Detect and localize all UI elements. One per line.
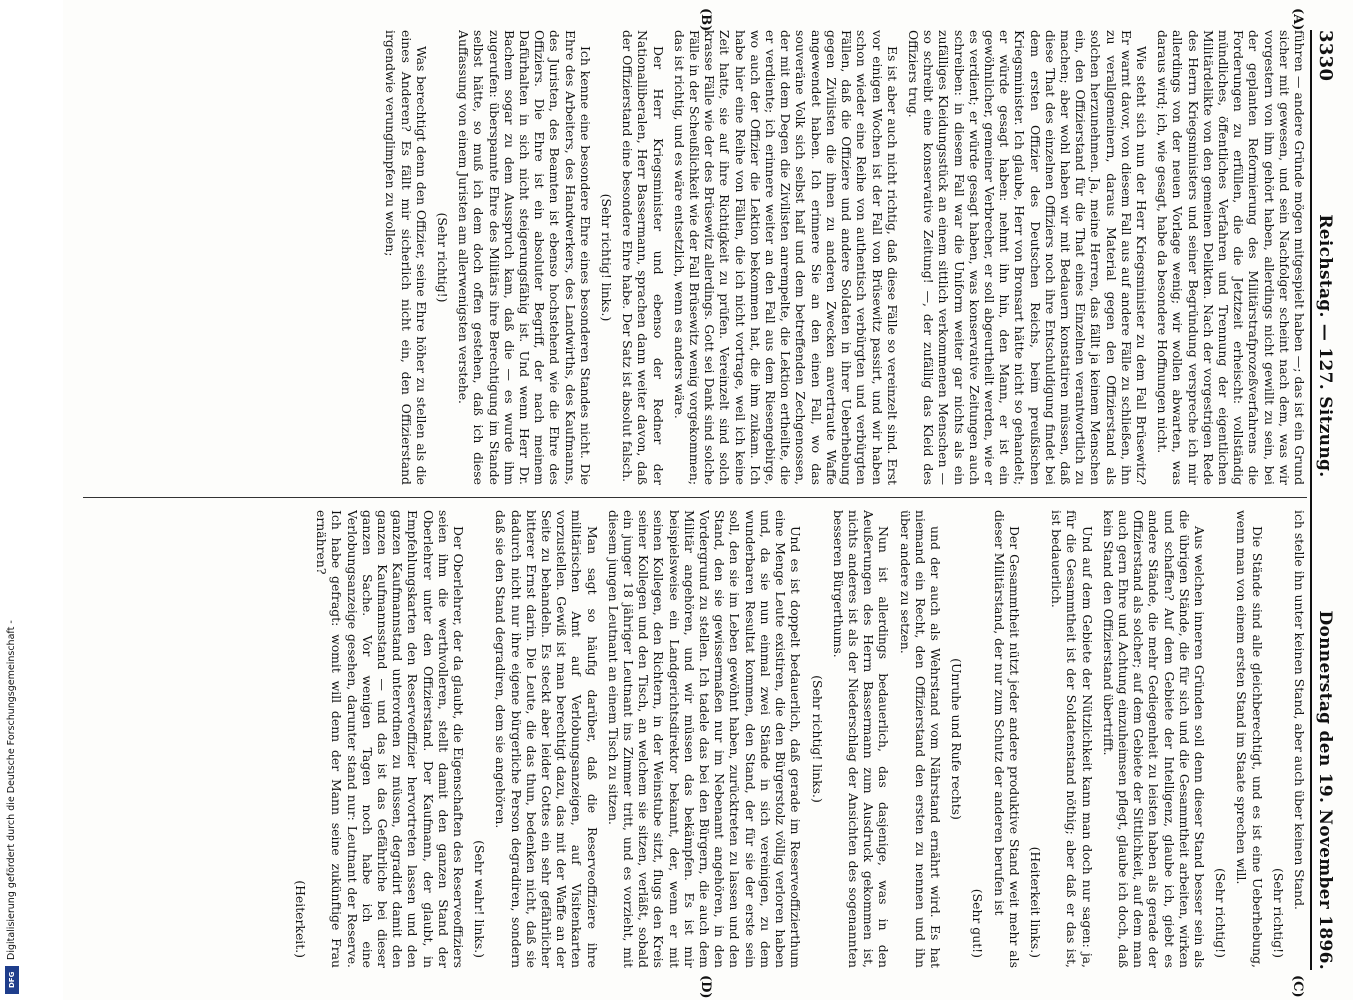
remark: (Unruhe und Rufe rechts)	[949, 658, 965, 820]
left-column	[83, 30, 1307, 485]
session-date: Donnerstag den 19. November 1896.	[1315, 610, 1335, 970]
paragraph: und der auch als Wehrstand vom Nährstand ernährt wird. Es hat niemand ein Recht, den Offizierstand den ersten zu nennen und ihn über andere zu setzen.	[897, 510, 943, 968]
remark: (Sehr richtig!)	[435, 212, 451, 303]
paragraph: Und es ist doppelt bedauerlich, daß gerade im Reserveoffizierthum eine Menge Leute existiren, die den Bürgerstolz völlig verloren haben und, da sie nun einmal zwei Stände in sich vereinigen, zu dem wunderbaren Resultat kommen, den Stand, der für sie der erste sein soll, den sie im Leben gewöhnt haben, zurücktreten zu lassen und den Stand, den sie gewissermaßen nur im Nebenamt angehören, in den Vordergrund zu stellen. Ich tadele das bei den Bürgern, die auch dem Militär angehören, und wir müssen das bekämpfen. Es ist mir beispielsweise ein Landgerichtsdirektor bekannt, der, wenn er mit seinen Kollegen, den Richtern, in der Weinstube sitzt, flugs den Kreis seiner Kollegen und den Tisch, an welchem sie sitzen, verläßt, sobald ein junger 18 jähriger Leutnant ins Zimmer tritt, und es vorzieht, mit diesem jungen Leutnant an einem Tisch zu sitzen.	[605, 510, 804, 968]
remark: (Sehr richtig! links.)	[809, 675, 825, 803]
margin-mark-a: (A)	[1290, 8, 1305, 31]
column-divider	[83, 497, 1307, 498]
paragraph: Aus welchen inneren Gründen soll denn dieser Stand besser sein als die übrigen Stände, die für sich und die Gesammtheit arbeiten, wirken und schaffen? Auf dem Gebiete der Intelligenz, glaube ich, giebt es andere Stände, die mehr Gediegenheit zu leisten haben als gerade der Offizierstand als solcher; auf dem Gebiete der Sittlichkeit, auf dem man auch gern Ehre und Achtung einzuheimsen pflegt, glaube ich doch, daß kein Stand den Offizierstand übertrifft.	[1100, 510, 1207, 968]
rotated-page	[63, 0, 1353, 1000]
paragraph: Und auf dem Gebiete der Nützlichkeit kann man doch nur sagen: ja, für die Gesammtheit ist der Soldatenstand nöthig; aber daß er das ist, ist bedauerlich.	[1049, 510, 1095, 968]
credit-text: Digitalisierung gefördert durch die Deutsche Forschungsgemeinschaft -	[6, 620, 17, 960]
paragraph: Man sagt so häufig darüber, daß die Reserveoffiziere ihre militärischen Amt auf Verlobungsanzeigen, auf Visitenkarten vorzustellen. Gewiß ist man berechtigt dazu, das mit der Waffe an der Seite zu behandeln. Es steckt aber leider Gottes ein sehr gefährlicher bitterer Ernst darin. Die Leute, die das thun, bedenken nicht, daß sie dadurch nicht nur ihre eigene bürgerliche Person degradiren, sondern daß sie den Stand degradiren, dem sie angehören.	[493, 510, 600, 968]
paragraph: Die Stände sind alle gleichberechtigt, und es ist eine Ueberhebung, wenn man von einem ersten Stand im Staate sprechen will.	[1234, 510, 1265, 968]
remark: (Sehr richtig!)	[1270, 868, 1286, 958]
remark: (Heiterkeit links.)	[1027, 846, 1043, 958]
paragraph: ich stelle ihn unter keinen Stand, aber auch über keinen Stand.	[1292, 510, 1307, 910]
paragraph: Ich kenne eine besondere Ehre eines besonderen Standes nicht. Die Ehre des Arbeiters, des Handwerkers, des Landwirths, des Kaufmanns, des Juristen, des Beamten ist ebenso hochstehend wie die Ehre des Offiziers. Die Ehre ist ein absoluter Begriff, der nach meinem Dafürhalten in sich nicht steigerungsfähig ist. Und wenn Herr Dr. Bachem sogar zu dem Ausspruch kam, daß die — es wurde ihm zugerufen: überspannte Ehre des Militärs ihre Berechtigung im Stande selbst hätte, so muß ich dem doch offen gestehen, daß ich diese Auffassung von einem Juristen am allerwenigsten verstehe.	[456, 30, 593, 485]
paragraph: führen — andere Gründe mögen mitgespielt haben —; das ist ein Grund sicher mit gewesen, und sein Nachfolger scheint nach dem, was wir vorgestern von ihm gehört haben, allerdings nicht gewillt zu sein, bei der geplanten Reformierung des Militärstrafprozeßverfahrens die Forderungen zu erfüllen, die die Jetztzeit erheischt: vollständig mündliches, öffentliches Verfahren und Trennung der eigentlichen Militärdelikte von den gemeinen Delikten. Nach der vorgestrigen Rede des Herrn Kriegsministers und seiner Begründung verspreche ich mir allerdings von der neuen Vorlage wenig; wir wollen abwarten, was daraus wird; ich, wie gesagt, habe da besondere Hoffnungen nicht.	[1155, 30, 1307, 485]
remark: (Heiterkeit.)	[293, 880, 309, 958]
remark: (Sehr richtig!)	[1213, 868, 1229, 958]
paragraph: Nun ist allerdings bedauerlich, das dasjenige, was in den Aeußerungen des Herrn Bassermann zum Ausdruck gekommen ist, nichts anderes ist als der Niederschlag der Ansichten des sogenannten besseren Bürgerthums.	[830, 510, 892, 968]
digitization-credit	[4, 0, 24, 1000]
session-title: Reichstag. — 127. Sitzung.	[1315, 214, 1335, 478]
remark: (Sehr gut!)	[970, 888, 986, 958]
paragraph: Der Oberlehrer, der da glaubt, die Eigenschaften des Reserveoffiziers seien ihm die werthvolleren, stellt damit den ganzen Stand der Oberlehrer unter den Offizierstand. Der Kaufmann, der glaubt, in Empfehlungskarten den Reserveoffizier hervortreten lassen und den ganzen Kaufmannstand unterordnen zu müssen, degradirt damit den ganzen Kaufmannsstand — und das ist das Gefährliche bei dieser ganzen Sache. Vor wenigen Tagen noch habe ich eine Verlobungsanzeige gesehen, darunter stand nur: Leutnant der Reserve. Ich habe gefragt: womit will denn der Mann seine zukünftige Frau ernähren?	[314, 510, 467, 968]
page-number: 3330	[1315, 30, 1336, 82]
paragraph: Es ist aber auch nicht richtig, daß diese Fälle so vereinzelt sind. Erst vor einigen Wochen ist der Fall von Brüsewitz passirt, und wir haben schon wieder eine Reihe von authentisch verbürgten und verbürgten Fällen, daß die Offiziere und andere Soldaten in ihrer Ueberhebung gegen Zivilisten die ihnen zu anderen Zwecken anvertraute Waffe angewendet haben. Ich erinnere Sie an den einen Fall, wo das souveräne Volk sich selbst half und dem betreffenden Zechgenossen, der mit dem Degen die Zivilisten anrempelte, die Lektion ertheilte, die er verdiente; ich erinnere weiter an den Fall aus dem Riesengebirge, wo auch der Offizier die Lektion bekommen hat, die ihm zukam. Ich habe hier eine Reihe von Fällen, die ich nicht vortrage, weil ich keine Zeit hatte, sie auf ihre Richtigkeit zu prüfen. Vereinzelt sind solch krasse Fälle wie der des Brüsewitz allerdings. Gott sei Dank sind solche Fälle in der Scheußlichkeit wie der Fall Brüsewitz wenig vorgekommen; das ist richtig, und es wäre entsetzlich, wenn es anders wäre.	[671, 30, 900, 485]
remark: (Sehr wahr! links.)	[472, 840, 488, 958]
dfg-logo-icon: DFG	[5, 966, 19, 994]
margin-mark-d: (D)	[698, 975, 713, 999]
right-column	[83, 510, 1307, 968]
paragraph: Was berechtigt denn den Offizier, seine Ehre höher zu stellen als die eines Anderen? Es fällt mir sicherlich nicht ein, den Offizierstand irgendwie verunglimpfen zu wollen;	[383, 30, 429, 485]
page-header	[1310, 30, 1341, 970]
paragraph: Der Herr Kriegsminister und ebenso der Redner der Nationalliberalen, Herr Bassermann, sprachen dann weiter davon, daß der Offizierstand eine besondere Ehre habe. Der Satz ist absolut falsch.	[620, 30, 666, 485]
remark: (Sehr richtig! links.)	[599, 193, 615, 322]
paragraph: Wie steht sich nun der Herr Kriegsminister zu dem Fall Brüsewitz? Er warnt davor, von diesem Fall aus auf andere Fälle zu schließen, ihn zu verallgemeinern, daraus Material gegen den Offizierstand als solchen herzunehmen. Ja, meine Herren, das fällt ja keinem Menschen ein, den Offizierstand für die That eines Einzelnen verantwortlich zu machen; aber wohl haben wir mit Bedauern konstatiren müssen, daß diese That des einzelnen Offiziers noch ihre Entschuldigung findet bei dem ersten Offizier des Deutschen Reichs, beim preußischen Kriegsminister. Ich glaube, Herr von Bronsart hätte nicht so gehandelt; er würde gesagt haben: nehmt ihn hin, den Mann, er ist ein gewöhnlicher, gemeiner Verbrecher, er soll abgeurtheilt werden, wie er es verdient; er würde gesagt haben, was konservative Zeitungen auch schreiben: in diesem Fall war die Uniform weiter gar nichts als ein zufälliges Kleidungsstück an einem sittlich verkommenen Menschen — so schreibt eine konservative Zeitung! —, der zufällig das Kleid des Offiziers trug.	[905, 30, 1149, 485]
paragraph: Der Gesammtheit nützt jeder andere produktive Stand weit mehr als dieser Militärstand, der nur zum Schutz der anderen berufen ist	[991, 510, 1022, 968]
margin-mark-b: (B)	[698, 8, 713, 32]
margin-mark-c: (C)	[1290, 975, 1305, 998]
